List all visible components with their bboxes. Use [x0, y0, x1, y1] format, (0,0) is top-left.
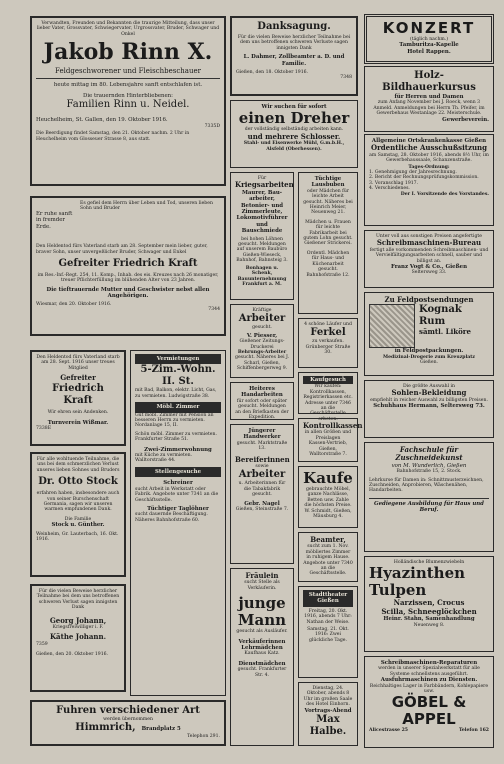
rinn-place-date: Heuchelheim, St. Gallen, den 19. Oktober 1916.	[36, 117, 168, 124]
kraft-long-intro: Es gefiel dem Herrn über Leben und Tod, unseren lieben Sohn und Bruder	[80, 201, 213, 212]
konzert-place: Hotel Rappen.	[407, 48, 451, 55]
kraft-short-honor: Wir ehren sein Andenken.	[47, 409, 109, 415]
feldpost-item-0: Kognak	[419, 304, 462, 316]
dreher-big: einen Dreher	[238, 109, 350, 128]
ad-fachschule	[364, 442, 494, 552]
notice-kraft-short	[30, 350, 126, 446]
feldpost-addr: Gießen.	[419, 360, 439, 366]
handarbeiten-text: für sofort oder später gesucht. Meldungen an den Briefkasten der Expedition.	[235, 398, 289, 421]
arbeiter-big: Arbeiter	[238, 313, 286, 325]
col1b-heading-vermietungen: Vermietungen	[135, 354, 221, 364]
feldpost-firm: Medizinal-Drogerie zum Kreuzplatz	[383, 354, 475, 360]
col1b-schreiner: Schreiner	[163, 480, 193, 487]
stadttheater-text: Freitag, 20. Okt. 1916, abends 7 Uhr: Nathan der Weise.	[304, 608, 352, 625]
schreib-sub2: Reichhaltiges Lager in Farbbändern, Kohlepapiere usw.	[369, 683, 489, 695]
holz-title: Holz-Bildhauerkursus	[382, 70, 476, 93]
fuer-job-3: Zimmerleute,	[241, 209, 283, 216]
col2-lehrmadchen: Lehrmädchen	[241, 645, 283, 652]
schreib-firm: GÖBEL & APPEL	[391, 693, 467, 729]
ad-kriegsarbeiten	[230, 172, 294, 300]
gewerbe-agenda-0: 1. Genehmigung der Jahresrechnung.	[369, 170, 457, 176]
col1b-text3: Schön möbl. Zimmer zu vermieten. Frankfurter Straße 51.	[135, 431, 217, 443]
hyazinth-item-3: Scilla, Schneeglöckchen	[381, 606, 477, 616]
lausbuben-text: oder Mädchen für leichte Arbeit gesucht. Näheres bei Heinrich Meier, Neuenweg 21.	[303, 188, 353, 216]
rinn-code: 7335D	[204, 123, 220, 129]
fuer-small: Für	[257, 176, 267, 181]
konzert-title: KONZERT	[382, 19, 476, 37]
stock-family: Stock u. Günther.	[51, 522, 105, 529]
gewerbe-agenda-2: 3. Voranschlag 1917.	[369, 180, 419, 186]
kraft-short-club: Turnverein Wißmar.	[47, 420, 109, 427]
konzert-band: Tamburitza-Kapelle	[399, 42, 459, 49]
arbeiter-name: V. Piesser,	[246, 332, 278, 339]
col2-dienstmadchen: Dienstmädchen	[238, 660, 286, 667]
fuer-company: Bonhagen u. Schenk, Bauunternehmung Frankfurt a. M.	[237, 265, 287, 287]
schreib-bureau-text: fertigt alle vorkommenden Schreibmaschinen- und Vervielfältigungsarbeiten schnell, sauber und billigst an.	[369, 247, 489, 264]
fuhren-tel: Telephon 291.	[187, 734, 220, 740]
rinn-mourners-label: Die trauernden Hinterbliebenen:	[83, 93, 173, 100]
schreib-bureau-addr: Seltersweg 33.	[411, 270, 447, 276]
vortrag-big: Vortrags-Abend	[304, 707, 352, 714]
gewerbe-agenda-3: 4. Verschiedenes.	[369, 186, 410, 192]
bureau-head: Jüngerer Handwerker	[243, 428, 281, 441]
feldpost-item-2: sämtl. Liköre	[419, 327, 471, 337]
stock-place: Weinheim, Gr. Lauterbach, 16. Okt. 1916.	[36, 531, 119, 543]
ferkel-text: zu verkaufen. Grünberger Straße 30.	[305, 339, 351, 356]
fuhren-name: Himmrich,	[75, 722, 136, 734]
feldpost-item-1: Rum	[419, 316, 446, 328]
bureau-sub2: sowie	[255, 464, 269, 470]
kraft-long-code: 7344	[208, 307, 220, 313]
danksagung-title: Danksagung.	[257, 21, 331, 32]
schreib-tel: Telefon 162	[458, 728, 489, 734]
kraft-long-side: Er ruhe sanft in fremder Erde.	[36, 211, 73, 230]
kraft-long-place: Wiesmar, den 20. Oktober 1916.	[36, 301, 112, 307]
rinn-title: Feldgeschworener und Fleischbeschauer	[36, 67, 220, 78]
fachschule-name: von M. Wunderlich, Gießen	[391, 462, 467, 469]
hyazinth-item-0: Hyazinthen	[369, 564, 466, 583]
fuhren-title: Fuhren verschiedener Art	[56, 705, 200, 716]
handarbeiten-title: Heiteres Handarbeiten	[241, 386, 283, 399]
kraft-long-unit: im Res.-Inf.-Regt. 254, 11. Komp., Inhab. des eis. Kreuzes nach 26 monatiger, treuer Pflichterfüllung im blühenden Alter von 23 Jahren.	[37, 273, 219, 284]
holz-text: zum Anfang November bei J. Roeck, wenn 3 Anmeld. Anmeldungen bei Herrn Th. Pfeifer, im Gewerbehaus Westanlage 22. Meisterschule.	[373, 100, 485, 117]
bureau-addr: Gießen, Steinstraße 7.	[235, 507, 289, 513]
hyazinth-firm: Heinr. Stahn, Samenhandlung	[383, 616, 475, 623]
schreib-title: Schreibmaschinen-Reparaturen	[380, 660, 478, 666]
bureau-title: Bereiferinnen	[235, 454, 290, 464]
notice-danksagung	[230, 16, 358, 96]
johann-place: Gießen, den 20. Oktober 1916.	[36, 652, 108, 658]
bureau-text: u. Arbeiterinnen für die Tabakfabrik gesucht.	[238, 481, 286, 498]
fuer-job-2: Betonier- und	[240, 202, 284, 209]
rinn-name: Jakob Rinn X.	[43, 39, 213, 66]
col2-fraulein-text: sucht Stelle als Verkäuferin.	[244, 580, 280, 591]
ad-fuhren	[30, 700, 226, 746]
bureau-name: Gebr. Nagel	[244, 500, 280, 507]
kraft-long-mourners: Die tieftrauernde Mutter und Geschwister nebst allen Angehörigen.	[46, 286, 210, 300]
arbeiter-sub: gesucht.	[252, 325, 272, 331]
gewerbe-agenda-1: 2. Bericht der Rechnungsprüfungskommission.	[369, 175, 479, 181]
schreib-bureau-firm: Franz Vogt & Co., Gießen	[390, 264, 468, 271]
ad-bereiferinnen	[230, 424, 294, 564]
col1b-text1: mit Bad, Balkon, elektr. Licht, Gas, zu vermieten. Ludwigstraße 38.	[135, 388, 217, 399]
ferkel-head: 4 schöne Läufer und	[304, 322, 352, 327]
dreher-sub: der vollständig selbständig arbeiten kann.	[244, 127, 344, 133]
col1b-text4: mit Küche zu vermieten. Walltorstraße 44.	[135, 453, 193, 464]
kraft-long-name: Gefreiter Friedrich Kraft	[58, 258, 198, 270]
hyazinth-addr: Neuenweg 8.	[413, 622, 445, 628]
rinn-mourners: Familien Rinn u. Neidel.	[66, 99, 190, 111]
col1b-text2: Gut möbl. Zimmer mit Pension an besseren Herrn zu vermieten. Nordanlage 15, II.	[135, 412, 214, 429]
sohlen-head: Die größte Auswahl in	[403, 384, 455, 389]
fachschule-title: Fachschule für Zuschneidekunst	[395, 445, 463, 463]
ad-hyazinthen	[364, 556, 494, 652]
ad-vortrag	[298, 682, 358, 746]
schreib-sub: Ausfuhrmaschinen zu Diensten.	[380, 677, 478, 684]
ad-holz-bildhauer	[364, 66, 494, 132]
gewerbe-sub: Ordentliche Ausschußsitzung	[370, 143, 488, 153]
stadttheater-text2: Samstag, 21. Okt. 1916: Zwei glückliche Tage.	[307, 627, 349, 643]
col1b-ads	[130, 350, 226, 696]
ad-feldpost	[364, 292, 494, 376]
holz-footer: Gewerbeverein.	[442, 116, 489, 123]
ad-ortskrankenkasse	[364, 134, 494, 226]
dreher-kicker: Wir suchen für sofort	[261, 104, 327, 110]
col1b-text6: sucht dauernde Beschäftigung. Näheres Bahnhofstraße 60.	[135, 512, 208, 523]
kraft-short-code: 7338E	[36, 426, 52, 432]
col2-junge-mann: junge Mann	[237, 594, 287, 630]
fuhren-addr: Brandplatz 5	[141, 726, 181, 733]
feldpost-title: Zu Feldpostsendungen	[384, 295, 474, 304]
danksagung-text: Für die vielen Beweise herzlicher Teilnahme bei dem uns betroffenen schweren Verluste sagen innigsten Dank	[237, 35, 351, 51]
johann-name1: Georg Johann,	[49, 615, 107, 625]
schreib-bureau-head: Unter voll aus sonstigen Preisen angefertigte	[376, 234, 482, 239]
dreher-company: Stahl- und Eisenwerke Mühl, G.m.b.H., Alsfeld (Oberhessen).	[243, 141, 345, 152]
fuer-job-1: arbeiter,	[249, 196, 275, 203]
col2-dienst-text: gesucht. Frankfurter Str. 4.	[237, 667, 287, 678]
kraft-short-rank: Gefreiter	[60, 373, 96, 383]
col2-verkauferinnen: Verkäuferinnen	[238, 638, 286, 645]
kontroll-sub: in allen Größen und Preislagen	[304, 430, 352, 441]
danksagung-place: Gießen, den 18. Oktober 1916.	[236, 70, 308, 76]
schreib-text: werden in unserer Spezialwerkstatt für alle Systeme schnellstens ausgeführt.	[378, 666, 480, 677]
stock-family-label: Die Familie	[64, 516, 92, 522]
stock-text: erfahren haben, insbesondere auch von seiner Burschenschaft Germania, sagen wir unseren warmen empfundenen Dank.	[36, 491, 120, 513]
ad-konzert	[364, 14, 494, 64]
ad-dreher	[230, 100, 358, 168]
stock-name: Dr. Otto Stock	[38, 476, 118, 488]
danksagung-names: L. Dahmer, Zollbeamter a. D. und Familie.	[243, 54, 345, 67]
col1b-text5: sucht Arbeit in Werkstatt oder Fabrik. Angebote unter 7341 an die Geschäftsstelle.	[135, 486, 219, 503]
lausbuben-title: Tüchtige Lausbuben	[311, 176, 345, 189]
arbeiter-text: gesucht. Näheres bei J. Scharl, Gießen, Schiffenbergerweg 9.	[235, 355, 289, 372]
kontroll-big: Kontrollkassen	[303, 421, 363, 430]
col2-junge-text: gesucht als Ausläufer.	[236, 629, 288, 635]
danksagung-code: 7348	[340, 75, 352, 81]
konzert-sub: (täglich nachm.)	[409, 37, 449, 42]
kaufe-text: gebrauchte Möbel, ganze Nachlässe, Betten usw. Zahle die höchsten Preise. W. Schmidt, Gießen, Mäusburg 4.	[304, 487, 352, 520]
ad-kontrollkassen	[298, 418, 363, 462]
dreher-firm: und mehrere Schlosser.	[247, 131, 341, 141]
ad-kaufgesuch	[298, 372, 358, 422]
notice-kraft-long	[30, 196, 226, 336]
sohlen-firm: Schuhhaus Hermann, Seltersweg 73.	[373, 403, 485, 410]
holz-sub: für Herren und Damen	[394, 94, 464, 100]
arbeiter-kicker: Kräftige	[252, 308, 272, 313]
notice-johann	[30, 584, 126, 692]
sohlen-text: empfiehlt in reicher Auswahl zu billigsten Preisen.	[370, 397, 488, 403]
ad-beamter	[298, 532, 358, 582]
col3-filler: Mädchen u. Frauen für leichte Fabrikarbeit bei gutem Lohn gesucht. Gießener Strickerei.	[303, 219, 353, 247]
rinn-intro: Verwandten, Freunden und Bekannten die traurige Mitteilung, dass unser lieber Vater, Grossvater, Schwiegervater, Urgrossvater, Bruder, Schwager und Onkel	[36, 21, 220, 37]
fachschule-footer: Gediegene Ausbildung für Haus und Beruf.	[369, 498, 489, 514]
feldpost-sub: in Feldpostpackungen.	[394, 348, 464, 355]
col1b-taglohner: Tüchtiger Taglöhner	[147, 505, 209, 512]
kraft-long-heading: Den Heldentod fürs Vaterland starb am 28. September mein lieber, guter, braver Sohn, unser unvergeßlicher Bruder, Schwager und Enkel	[36, 244, 208, 255]
stadttheater-title: Stadttheater Gießen	[303, 590, 353, 607]
kaufgesuch-text: Wir kaufen: Kontrollkassen, Registrierkassen etc. Adresse unter 7346 an die Geschäftsstelle erbeten.	[303, 384, 353, 422]
fachschule-text: Lehrkurse für Damen in: Schnittmusterzeichnen, Zuschneiden, Anprobieren, Wäschenähen, Handarbeiten.	[369, 477, 484, 494]
ad-col2-misc	[230, 568, 294, 746]
johann-role1: Kriegsfreiwilliger i. F.	[52, 625, 104, 631]
notice-stock	[30, 452, 126, 577]
fuer-head: Kriegsarbeiten	[235, 180, 294, 190]
schreib-bureau-title: Schreibmaschinen-Bureau	[376, 238, 482, 248]
feldpost-picture	[369, 304, 415, 348]
ad-arbeiter	[230, 304, 294, 378]
bureau-sub: gesucht. Marktstraße 13.	[236, 440, 288, 452]
notice-rinn	[30, 16, 226, 186]
ad-kaufe	[298, 466, 358, 528]
gewerbe-text: am Samstag, 28. Oktober 1916, abends 8½ Uhr, im Gewerbehaussaale, Schanzenstraße.	[369, 152, 489, 164]
fuhren-sub: werden übernommen	[103, 717, 153, 722]
sohlen-title: Sohlen-Bekleidung	[391, 388, 467, 398]
johann-intro: Für die vielen Beweise herzlicher Teilnahme bei dem uns betroffenen schweren Verlust sagen innigsten Dank	[36, 589, 120, 611]
ad-schreibmaschinen-bureau	[364, 230, 494, 288]
johann-code: 7359	[36, 641, 48, 647]
col2-kaufhaus: Kaufhaus Katz.	[244, 651, 280, 657]
vortrag-text: Dienstag, 24. Oktober, abends 8 Uhr im großen Saale des Hotel Einhorn.	[303, 686, 353, 708]
arbeiter-firm: Gießener Zeitungs-Druckerei	[239, 339, 285, 350]
hyazinth-kicker: Holländische Blumenzwiebeln	[393, 560, 465, 565]
beamter-head: Beamter,	[310, 535, 346, 544]
col1b-zimmer: 5-Zim.-Wohn. II. St.	[140, 364, 216, 388]
fuer-job-5: und Bauschmiede	[241, 221, 283, 235]
kontroll-text: Kassen-Vertrieb, Gießen, Walltorstraße 7.	[308, 441, 348, 458]
hyazinth-item-1: Tulpen	[369, 581, 427, 600]
ad-lausbuben	[298, 172, 358, 314]
gewerbe-title: Allgemeine Ortskrankenkasse Gießen	[371, 138, 487, 144]
stock-intro: Für alle wohltuende Teilnahme, die uns bei dem schmerzlichen Verlust unseres lieben Sohnes und Bruders	[36, 457, 120, 473]
gewerbe-footer: Der I. Vorsitzende des Vorstandes.	[400, 191, 489, 197]
fuer-job-4: Lokomotivführer	[236, 215, 288, 222]
ad-sohlen	[364, 380, 494, 438]
fuer-text: bei hohen Löhnen gesucht. Meldungen auf unserem Baubüro Gießen-Wieseck, Bahnhof, Bahnsteig 3.	[236, 236, 288, 264]
arbeiter-line: Behrungs-Arbeiter	[237, 350, 287, 356]
hyazinth-item-2: Narzissen, Crocus	[393, 598, 465, 608]
kraft-short-intro: Den Heldentod fürs Vaterland starb am 28. Sept. 1916 unser treues Mitglied	[36, 355, 120, 371]
rinn-burial: Die Beerdigung findet Samstag, den 21. Oktober nachm. 2 Uhr in Heuchelheim vom Glosseuer Strasse 8, aus statt.	[36, 131, 190, 142]
fachschule-addr: Bahnhofstraße 15, 2. Stock.	[396, 469, 462, 475]
bureau-title2: Arbeiter	[238, 469, 286, 481]
col1b-heading-moebl: Möbl. Zimmer	[135, 402, 221, 412]
col1b-heading-stellen: Stellengesuche	[135, 467, 221, 477]
johann-name2: Käthe Johann.	[49, 632, 107, 642]
col3-filler2: Ordentl. Mädchen für Haus- und Küchenarbeit gesucht. Bahnhofstraße 12.	[306, 250, 350, 278]
rinn-text: heute mittag im 80. Lebensjahre sanft entschlafen ist.	[53, 81, 203, 88]
vortrag-name: Max Halbe.	[309, 714, 347, 738]
col1b-zimmerwohnung: Zwei-Zimmerwohnung	[144, 446, 212, 453]
kaufgesuch-head: Kaufgesuch	[303, 376, 353, 384]
ad-ferkel	[298, 318, 358, 368]
ferkel-big: Ferkel	[310, 327, 346, 339]
beamter-text: sucht zum 1. Nov. möbliertes Zimmer in ruhigem Hause. Angebote unter 7340 an die Geschäftsstelle.	[303, 544, 353, 577]
ad-handarbeiten	[230, 382, 294, 420]
ad-schreib-reparaturen	[364, 656, 494, 748]
col2-fraulein: Fräulein	[245, 571, 279, 580]
schreib-addr: Alicestrasse 25	[369, 728, 408, 734]
gewerbe-agenda-label: Tages-Ordnung:	[408, 164, 450, 170]
ad-stadttheater	[298, 586, 358, 678]
kaufe-big: Kaufe	[303, 469, 353, 487]
fuer-job-0: Maurer, Bau-	[241, 189, 283, 196]
kraft-short-name: Friedrich Kraft	[52, 382, 104, 406]
